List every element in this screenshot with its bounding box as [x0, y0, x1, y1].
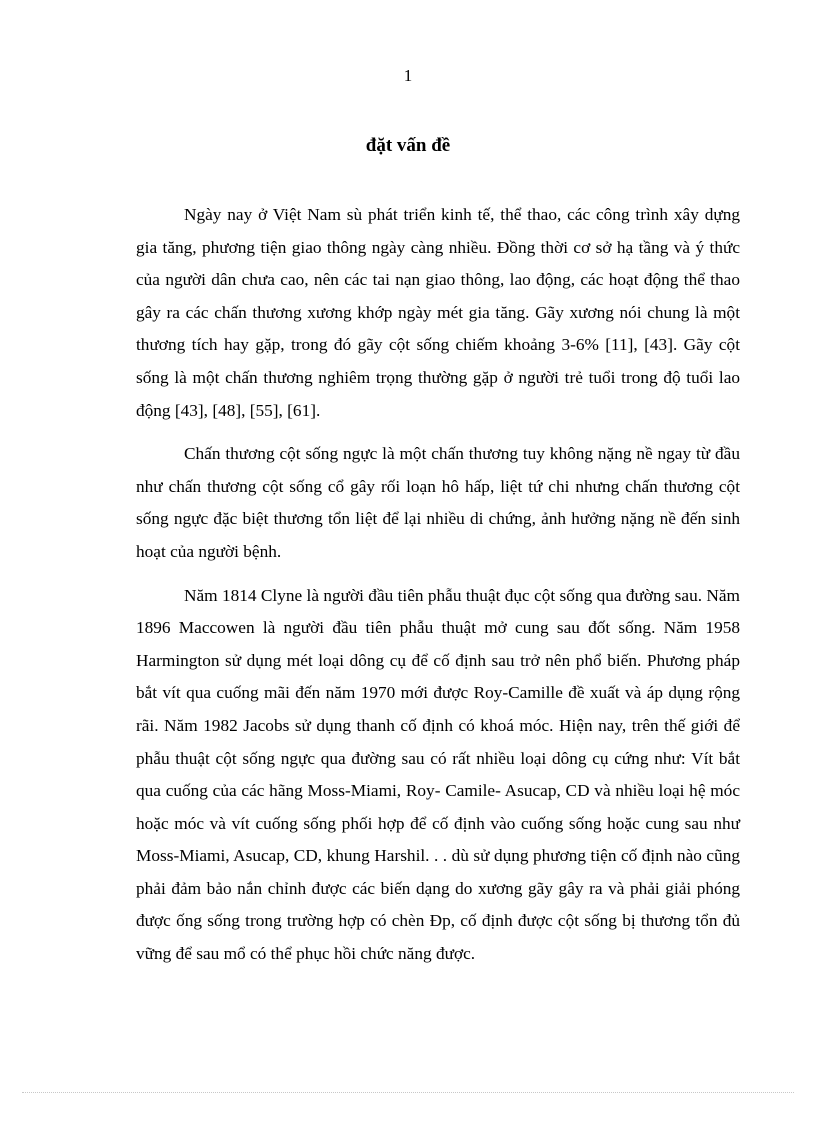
paragraph-3: Năm 1814 Clyne là người đầu tiên phẫu thuật đục cột sống qua đường sau. Năm 1896 Maccowen là người đầu tiên phẫu thuật mở cung sau đốt sống. Năm 1958 Harmington sử dụng mét loại dông cụ để cố định sau trở nên phổ biến. Phương pháp bắt vít qua cuống mãi đến năm 1970 mới được Roy-Camille đề xuất và áp dụng rộng rãi. Năm 1982 Jacobs sử dụng thanh cố định có khoá móc. Hiện nay, trên thế giới để phẫu thuật cột sống ngực qua đường sau có rất nhiều loại dông cụ cứng như: Vít bắt qua cuống của các hãng Moss-Miami, Roy- Camile- Asucap, CD và nhiều loại hệ móc hoặc móc và vít cuống sống phối hợp để cố định vào cuống sống hoặc cung sau như Moss-Miami, Asucap, CD, khung Harshil. . . dù sử dụng phương tiện cố định nào cũng phải đảm bảo nắn chỉnh được các biến dạng do xương gãy gây ra và phải giải phóng được ống sống trong trường hợp có chèn Ðp, cố định được cột sống bị thương tổn đủ vững để sau mổ có thể phục hồi chức năng được.	[136, 585, 740, 964]
page-bottom-divider	[22, 1092, 794, 1093]
paragraph-2: Chấn thương cột sống ngực là một chấn thương tuy không nặng nề ngay từ đầu như chấn thương cột sống cổ gây rối loạn hô hấp, liệt tứ chi nhưng chấn thương cột sống ngực đặc biệt thương tổn liệt để lại nhiều di chứng, ảnh hưởng nặng nề đến sinh hoạt của người bệnh.	[136, 444, 740, 561]
paragraph-1: Ngày nay ở Việt Nam sù phát triển kinh tế, thể thao, các công trình xây dựng gia tăng, phương tiện giao thông ngày càng nhiều. Đồng thời cơ sở hạ tầng và ý thức của người dân chưa cao, nên các tai nạn giao thông, lao động, các hoạt động thể thao gây ra các chấn thương xương khớp ngày mét gia tăng. Gãy xương nói chung là một thương tích hay gặp, trong đó gãy cột sống chiếm khoảng 3-6% [11], [43]. Gãy cột sống là một chấn thương nghiêm trọng thường gặp ở người trẻ tuổi trong độ tuổi lao động [43], [48], [55], [61].	[136, 205, 740, 420]
body-text	[136, 199, 740, 982]
page-number: 1	[403, 66, 413, 85]
section-title: đặt vấn đề	[365, 135, 451, 156]
